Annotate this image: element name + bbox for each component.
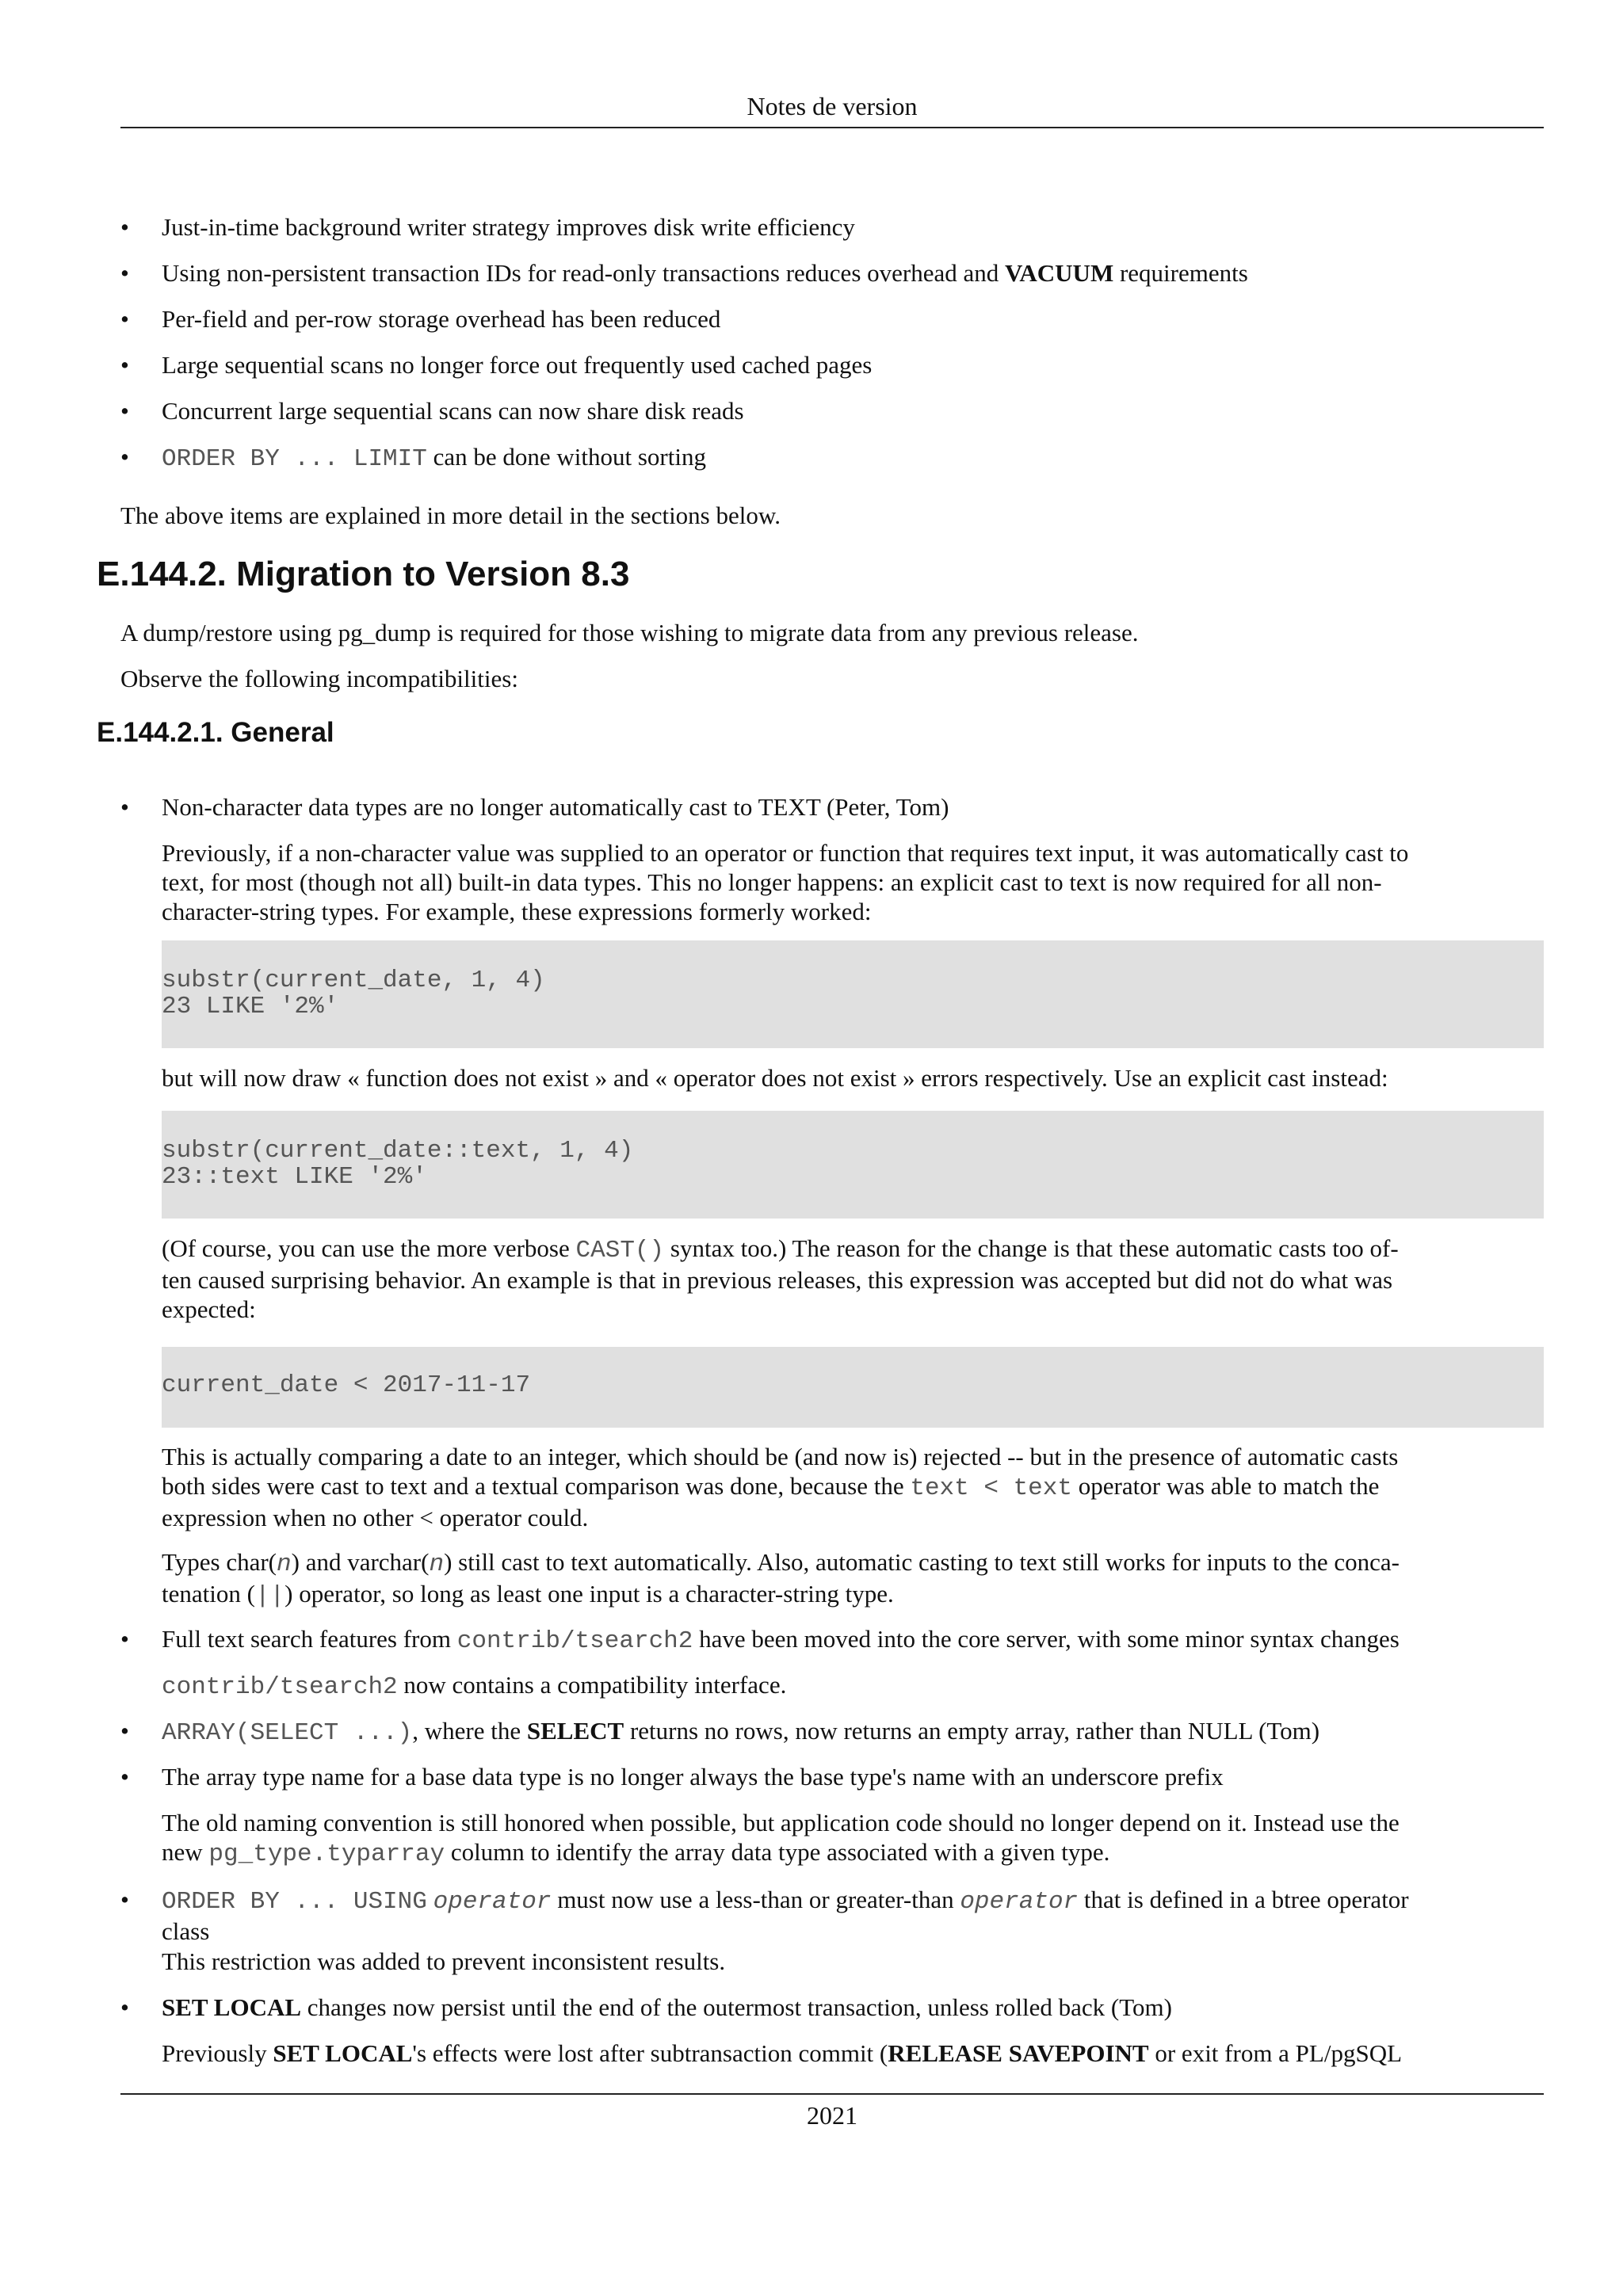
paragraph (162, 1442, 1544, 1532)
paragraph: Previously SET LOCAL's effects were lost after subtransaction commit (RELEASE SAVEPOINT or exit from a PL/pgSQL (162, 2039, 1403, 2067)
list-item: SET LOCAL changes now persist until the end of the outermost transaction, unless rolled back (Tom) (162, 1993, 1172, 2021)
paragraph-line: class (162, 1917, 210, 1945)
code-text: substr(current_date, 1, 4) 23 LIKE '2%' (162, 967, 545, 1020)
bullet-glyph: • (120, 1625, 129, 1653)
command-name: VACUUM (1005, 259, 1114, 287)
paragraph-line: The old naming convention is still honored when possible, but application code should no longer depend on it. Instead use the (162, 1809, 1400, 1836)
list-item: Concurrent large sequential scans can now share disk reads (162, 397, 744, 425)
paragraph-line: ten caused surprising behavior. An example is that in previous releases, this expression was accepted but did not do what was (162, 1266, 1393, 1294)
inline-code: text < text (910, 1474, 1072, 1502)
list-item-text: requirements (1113, 259, 1248, 287)
section-heading: E.144.2. Migration to Version 8.3 (97, 555, 630, 593)
command-name: SET LOCAL (273, 2039, 413, 2067)
bullet-glyph: • (120, 351, 129, 379)
bullet-glyph: • (120, 1886, 129, 1913)
inline-code: operator (960, 1888, 1079, 1916)
code-text: current_date < 2017-11-17 (162, 1371, 531, 1399)
inline-code: contrib/tsearch2 (162, 1673, 398, 1701)
inline-code: ORDER BY ... USING (162, 1888, 427, 1916)
inline-code: || (254, 1582, 285, 1610)
paragraph: This restriction was added to prevent inconsistent results. (162, 1947, 726, 1975)
paragraph: Observe the following incompatibilities: (120, 665, 518, 692)
list-item-text: Using non-persistent transaction IDs for read-only transactions reduces overhead and (162, 259, 1005, 287)
list-item: Just-in-time background writer strategy improves disk write efficiency (162, 213, 855, 241)
paragraph-line: tenation (||) operator, so long as least one input is a character-string type. (162, 1580, 894, 1610)
inline-code: ARRAY(SELECT ...) (162, 1719, 413, 1747)
list-item: ARRAY(SELECT ...), where the SELECT returns no rows, now returns an empty array, rather than NULL (Tom) (162, 1717, 1320, 1747)
command-name: SELECT (526, 1717, 624, 1745)
running-header: Notes de version (747, 92, 918, 120)
paragraph: A dump/restore using pg_dump is required for those wishing to migrate data from any previous release. (120, 619, 1139, 646)
paragraph-line: (Of course, you can use the more verbose CAST() syntax too.) The reason for the change is that these automatic casts too of- (162, 1234, 1399, 1264)
inline-code: CAST() (575, 1237, 665, 1264)
paragraph-line: expression when no other < operator could. (162, 1504, 589, 1531)
code-text: substr(current_date::text, 1, 4) 23::text LIKE '2%' (162, 1137, 634, 1191)
paragraph: but will now draw « function does not exist » and « operator does not exist » errors respectively. Use an explicit cast instead: (162, 1064, 1388, 1092)
paragraph-line: character-string types. For example, these expressions formerly worked: (162, 898, 872, 925)
subsection-heading: E.144.2.1. General (97, 717, 334, 748)
inline-code: ORDER BY ... LIMIT (162, 445, 427, 473)
paragraph-line: Previously, if a non-character value was supplied to an operator or function that requires text input, it was automatically cast to (162, 839, 1409, 867)
inline-code: contrib/tsearch2 (456, 1627, 693, 1655)
paragraph-line: expected: (162, 1295, 256, 1323)
paragraph (162, 1808, 1544, 1869)
page-number: 2021 (807, 2101, 857, 2130)
paragraph-line: new pg_type.typarray column to identify the array data type associated with a given type. (162, 1838, 1110, 1868)
inline-code: n (277, 1550, 292, 1578)
bullet-glyph: • (120, 397, 129, 425)
code-block (162, 1111, 1544, 1219)
paragraph-line: ORDER BY ... USING operator must now use a less-than or greater-than operator that is defined in a btree operator (162, 1886, 1409, 1916)
bullet-glyph: • (120, 1717, 129, 1745)
command-name: RELEASE SAVEPOINT (888, 2039, 1149, 2067)
code-block (162, 1347, 1544, 1428)
bullet-glyph: • (120, 259, 129, 287)
bullet-glyph: • (120, 1763, 129, 1791)
list-item: Large sequential scans no longer force out frequently used cached pages (162, 351, 873, 379)
paragraph: contrib/tsearch2 now contains a compatibility interface. (162, 1671, 787, 1701)
intro-paragraph: The above items are explained in more detail in the sections below. (120, 502, 781, 529)
paragraph-line: text, for most (though not all) built-in data types. This no longer happens: an explicit cast to text is now required for all non- (162, 868, 1382, 896)
paragraph (162, 1234, 1544, 1324)
bullet-glyph: • (120, 443, 129, 471)
bullet-glyph: • (120, 305, 129, 333)
list-item-text: can be done without sorting (426, 443, 706, 471)
list-item: Per-field and per-row storage overhead has been reduced (162, 305, 721, 333)
list-item (162, 1885, 1544, 1946)
paragraph-line: This is actually comparing a date to an integer, which should be (and now is) rejected -- but in the presence of automatic casts (162, 1443, 1399, 1470)
inline-code: n (429, 1550, 445, 1578)
header-rule (120, 127, 1544, 128)
list-item-title: The array type name for a base data type is no longer always the base type's name with an underscore prefix (162, 1763, 1224, 1791)
command-name: SET LOCAL (162, 1993, 302, 2021)
paragraph-line: both sides were cast to text and a textual comparison was done, because the text < text operator was able to match the (162, 1472, 1380, 1502)
paragraph-line: Types char(n) and varchar(n) still cast to text automatically. Also, automatic casting to text still works for inputs to the conca- (162, 1548, 1400, 1578)
inline-code: pg_type.typarray (208, 1840, 445, 1868)
footer-rule (120, 2093, 1544, 2095)
paragraph (162, 838, 1544, 926)
list-item (162, 258, 1544, 288)
bullet-glyph: • (120, 1993, 129, 2021)
bullet-glyph: • (120, 213, 129, 241)
list-item (162, 442, 1544, 474)
list-item: Full text search features from contrib/tsearch2 have been moved into the core server, with some minor syntax changes (162, 1625, 1400, 1655)
paragraph (162, 1547, 1544, 1611)
bullet-glyph: • (120, 793, 129, 821)
code-block (162, 940, 1544, 1048)
inline-code: operator (433, 1888, 552, 1916)
list-item-title: Non-character data types are no longer automatically cast to TEXT (Peter, Tom) (162, 793, 949, 821)
